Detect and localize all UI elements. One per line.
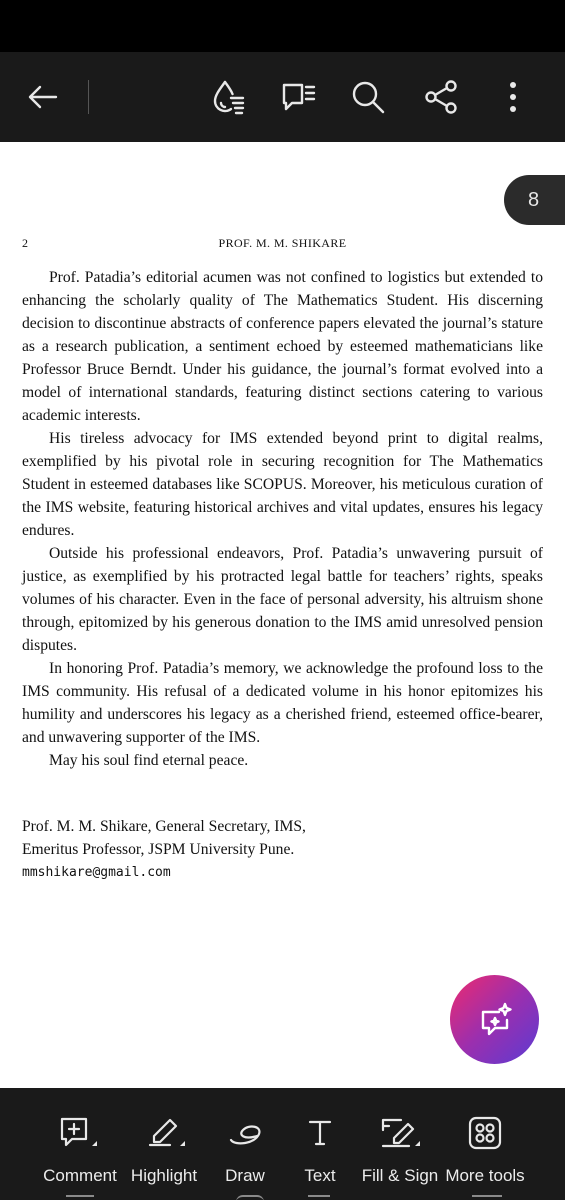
page-number: 2: [22, 236, 29, 250]
tool-label: Draw: [225, 1166, 265, 1185]
paragraph: Prof. Patadia’s editorial acumen was not confined to logistics but extended to enhancing the scholarly quality of The Mathematics Student. His discerning decision to discontinue abstracts of conference papers elevated the journal’s stature as a research publication, a sentiment echoed by esteemed mathematicians like Professor Bruce Berndt. Under his guidance, the journal’s format evolved into a model of international standards, featuring distinct sections catering to various academic interests.: [22, 269, 543, 424]
search-icon[interactable]: [343, 72, 393, 122]
ai-assistant-sparkle-icon: [475, 1000, 515, 1040]
tool-label: Highlight: [130, 1166, 198, 1185]
toolbar-divider: [88, 80, 89, 114]
status-bar: [0, 0, 565, 52]
signature-line: Emeritus Professor, JSPM University Pune.: [22, 841, 295, 858]
next-row-peek: [236, 1195, 264, 1200]
top-toolbar: [0, 52, 565, 142]
back-arrow-icon[interactable]: [18, 72, 68, 122]
signature-block: [22, 815, 306, 884]
paragraph: In honoring Prof. Patadia’s memory, we acknowledge the profound loss to the IMS community. His refusal of a dedicated volume in his honor epitomizes his humility and underscores his legacy as a cherished friend, esteemed office-bearer, and unwavering supporter of the IMS.: [22, 660, 543, 746]
running-title: PROF. M. M. SHIKARE: [218, 236, 347, 250]
page-indicator[interactable]: 8: [504, 175, 565, 225]
grid-tools-icon: [468, 1116, 502, 1150]
comments-list-icon[interactable]: [273, 72, 323, 122]
next-row-peek: [308, 1195, 330, 1200]
paragraph: May his soul find eternal peace.: [49, 752, 249, 769]
paragraph: Outside his professional endeavors, Prof. Patadia’s unwavering pursuit of justice, as exemplified by his protracted legal battle for teachers’ rights, speaks volumes of his character. Even in the face of personal adversity, his altruism shone through, epitomized by his generous donation to the IMS amid unresolved pension disputes.: [22, 545, 543, 654]
signature-line: Prof. M. M. Shikare, General Secretary, IMS,: [22, 818, 306, 835]
tool-text[interactable]: [275, 1088, 365, 1200]
bottom-tools-bar: [0, 1088, 565, 1200]
signature-email: mmshikare@gmail.com: [22, 865, 171, 880]
highlighter-icon: [140, 1116, 188, 1150]
tool-label: Text: [304, 1166, 336, 1185]
paragraph: His tireless advocacy for IMS extended beyond print to digital realms, exemplified by his pivotal role in securing recognition for The Mathematics Student in esteemed databases like SCOPUS. Moreover, his meticulous curation of the IMS website, featuring historical archives and vital updates, ensures his legacy endures.: [22, 430, 543, 539]
tool-label: More tools: [445, 1166, 525, 1185]
next-row-peek: [66, 1195, 94, 1200]
tool-fill-sign[interactable]: [355, 1088, 445, 1200]
tool-comment[interactable]: [35, 1088, 125, 1200]
text-t-icon: [303, 1116, 337, 1150]
draw-loop-icon: [225, 1116, 265, 1150]
share-icon[interactable]: [416, 72, 466, 122]
next-row-peek: [472, 1195, 502, 1200]
comment-add-icon: [58, 1116, 102, 1150]
liquid-mode-icon[interactable]: [202, 72, 252, 122]
tool-more-tools[interactable]: [440, 1088, 530, 1200]
tool-highlight[interactable]: [119, 1088, 209, 1200]
tool-label: Comment: [43, 1166, 117, 1185]
document-body: [22, 266, 543, 772]
more-vertical-icon[interactable]: [488, 72, 538, 122]
tool-label: Fill & Sign: [361, 1166, 439, 1185]
ai-assistant-button[interactable]: [450, 975, 539, 1064]
fill-sign-pen-icon: [375, 1116, 425, 1150]
